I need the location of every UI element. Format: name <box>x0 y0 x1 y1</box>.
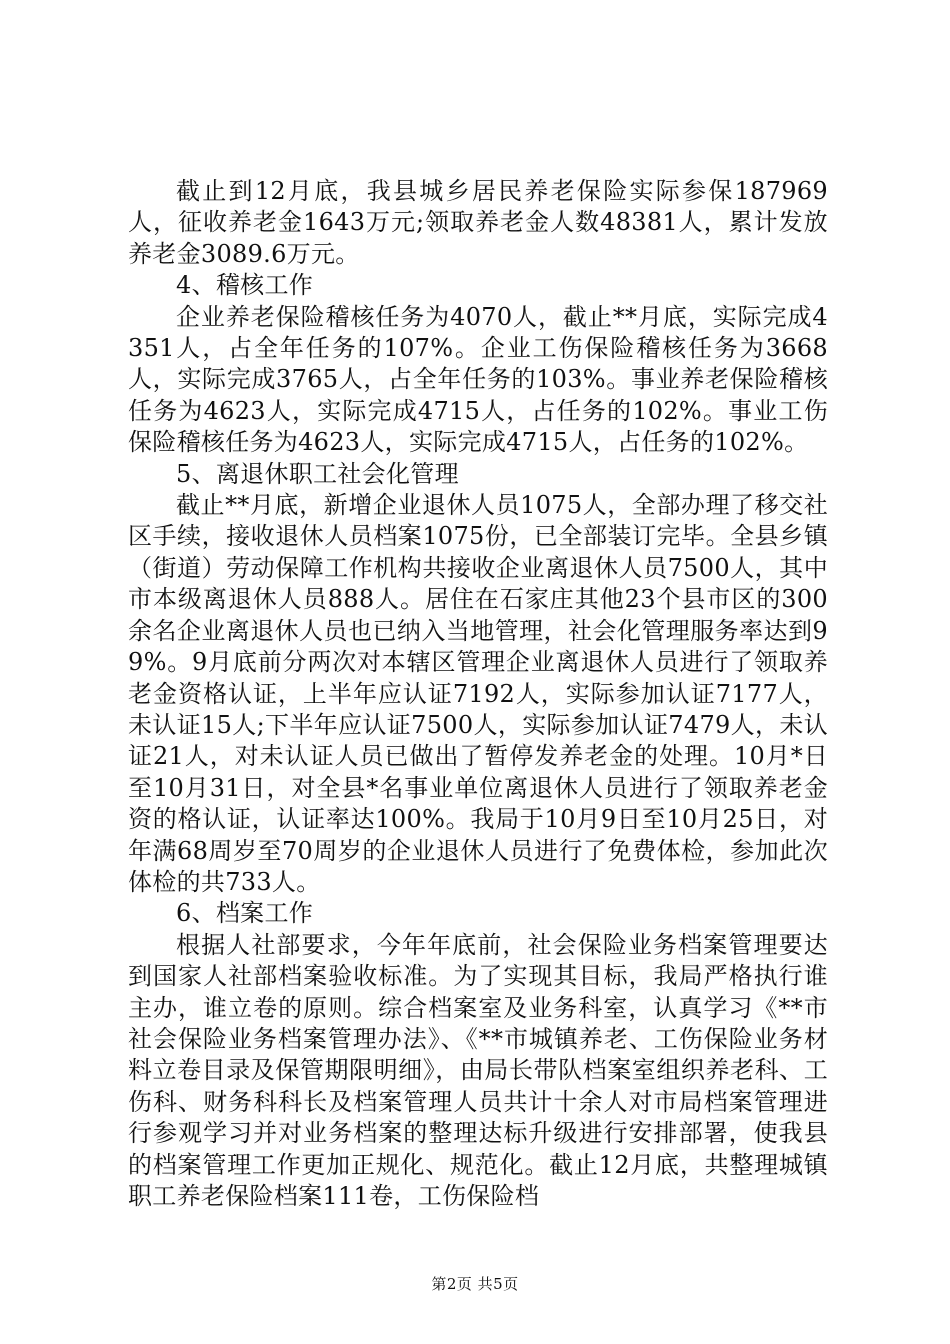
paragraph-retiree-management: 截止**月底，新增企业退休人员1075人，全部办理了移交社区手续，接收退休人员档案1075份，已全部装订完毕。全县乡镇（街道）劳动保障工作机构共接收企业离退休人员7500人，其中市本级离退休人员888人。居住在石家庄其他23个县市区的300余名企业离退休人员也已纳入当地管理，社会化管理服务率达到99%。9月底前分两次对本辖区管理企业离退休人员进行了领取养老金资格认证，上半年应认证7192人，实际参加认证7177人，未认证15人;下半年应认证7500人，实际参加认证7479人，未认证21人，对未认证人员已做出了暂停发养老金的处理。10月*日至10月31日，对全县*名事业单位离退休人员进行了领取养老金资的格认证，认证率达100%。我局于10月9日至10月25日，对年满68周岁至70周岁的企业退休人员进行了免费体检，参加此次体检的共733人。 <box>128 491 828 896</box>
paragraph-audit-work: 企业养老保险稽核任务为4070人，截止**月底，实际完成4351人，占全年任务的107%。企业工伤保险稽核任务为3668人，实际完成3765人，占全年任务的103%。事业养老保险稽核任务为4623人，实际完成4715人，占任务的102%。事业工伤保险稽核任务为4623人，实际完成4715人，占任务的102%。 <box>128 302 828 457</box>
heading-audit-work: 4、稽核工作 <box>176 271 314 300</box>
page-footer: 第2页 共5页 <box>431 1275 519 1293</box>
paragraph-residents-pension: 截止到12月底，我县城乡居民养老保险实际参保187969人，征收养老金1643万元;领取养老金人数48381人，累计发放养老金3089.6万元。 <box>128 177 828 268</box>
heading-retiree-management: 5、离退休职工社会化管理 <box>176 459 459 488</box>
heading-archive-work: 6、档案工作 <box>176 899 314 928</box>
page-body <box>128 176 828 1212</box>
paragraph-archive-work: 根据人社部要求，今年年底前，社会保险业务档案管理要达到国家人社部档案验收标准。为了实现其目标，我局严格执行谁主办，谁立卷的原则。综合档案室及业务科室，认真学习《**市社会保险业务档案管理办法》、《**市城镇养老、工伤保险业务材料立卷目录及保管期限明细》，由局长带队档案室组织养老科、工伤科、财务科科长及档案管理人员共计十余人对市局档案管理进行参观学习并对业务档案的整理达标升级进行安排部署，使我县的档案管理工作更加正规化、规范化。截止12月底，共整理城镇职工养老保险档案111卷，工伤保险档 <box>128 930 828 1210</box>
